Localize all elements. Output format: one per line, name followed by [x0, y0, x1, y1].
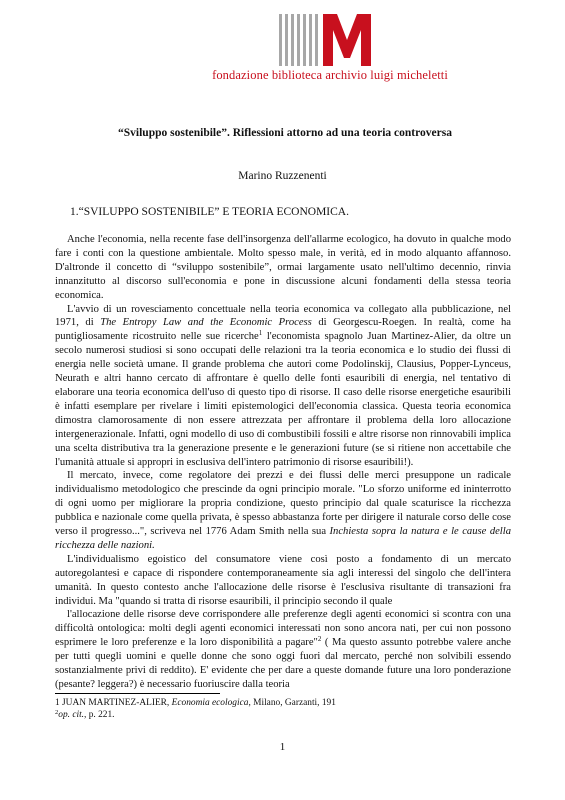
text-run: di Georgescu-Roegen. In realtà, come ha puntigliosamente ricostruito nelle sue ricerche [55, 317, 511, 343]
page-number: 1 [279, 741, 286, 753]
text-run: ( Ma questo assunto potrebbe valere anche per tutti quegli uomini e quelle donne che sono oggi fuori dal mercato, perché non solvibili essendo sostanzialmente privi di reddito). E' evidente che per dare a queste domande future una loro ponderazione (pesante? leggera?) è necessario fuoriuscire dalla teoria [55, 637, 511, 690]
footnote-op-cit: op. cit. [58, 710, 85, 720]
text-run: L'avvio di un rovesciamento concettuale nella teoria economica va collegato alla pubblicazione, nel 1971, di [55, 303, 511, 329]
footnote-text: , p. 221. [84, 710, 115, 720]
text-run: l'economista spagnolo Juan Martinez-Alier, da oltre un secolo numerosi studiosi si sono occupati delle relazioni tra la teoria economica e lo studio dei flussi di energia nelle società umane. Il grande problema che autori come Podolinskij, Clausius, Popper-Lynceus, Neurath e altri hanno cercato di affrontare è quello delle fonti esauribili di energia, nel tentativo di elaborare una teoria economica dell'uso di questo tipo di risorse. Il caso delle risorse energetiche esauribili è infatti esemplare per rivelare i limiti epistemologici dell'economia classica. Questa teoria economica dimostra clamorosamente di non essere attrezzata per affrontare il problema della loro allocazione intergenerazionale. Infatti, ogni modello di uso di combustibili fossili e altre risorse non rinnovabili implica una scelta distributiva tra la generazione presente e le generazioni future (se si ritiene non accettabile che l'umanità attuale si appropri in esclusiva dell'intero patrimonio di risorse esauribili!). [55, 331, 512, 468]
section-heading: 1.“SVILUPPO SOSTENIBILE” E TEORIA ECONOMICA. [70, 206, 349, 218]
paragraph: Anche l'economia, nella recente fase dell'insorgenza dell'allarme ecologico, ha dovuto in qualche modo fare i conti con la questione ambientale. Molto spesso male, in verità, ed in modo alquanto affannoso. D'altronde il concetto di “sviluppo sostenibile”, ormai largamente usato nell'ultimo decennio, rinvia innanzitutto al discorso sull'economia e pone in discussione alcuni fondamenti della stessa teoria economica. [55, 234, 511, 301]
footnote-number: 2 [55, 709, 59, 716]
micheletti-m-logo-icon [279, 14, 375, 66]
footnote-ref: 2 [317, 635, 322, 644]
author-name: Marino Ruzzenenti [238, 170, 327, 182]
footnote-2 [55, 709, 511, 721]
footnote-ref: 1 [258, 329, 263, 338]
footnote-divider [55, 693, 220, 694]
foundation-logo [0, 14, 565, 99]
logo-text: fondazione biblioteca archivio luigi micheletti [212, 68, 448, 82]
body-text [55, 233, 511, 692]
paragraph [55, 608, 511, 691]
footnote-author: JUAN MARTINEZ-ALIER, [59, 698, 172, 708]
text-run: Il mercato, invece, come regolatore dei prezzi e dei flussi delle merci presuppone un radicale individualismo metodologico che prescinde da ogni principio morale. "Lo sforzo uniforme ed ininterrotto di ogni uomo per migliorare la propria condizione, questo principio dal quale scaturisce la ricchezza pubblica e nazionale come quella privata, è spesso abbastanza forte per dirigere il naturale corso delle cose verso il progresso...", scriveva nel 1776 Adam Smith nella sua [55, 470, 511, 538]
footnotes [55, 697, 511, 721]
text-run: l'allocazione delle risorse deve corrispondere alle preferenze degli agenti economici si scontra con una difficoltà ontologica: molti degli agenti economici interessati non sono ancora nati, per cui non possono esprimere le loro preferenze e la loro disponibilità a pagare" [55, 609, 511, 649]
footnote-1 [55, 697, 511, 709]
document-title: “Sviluppo sostenibile”. Riflessioni attorno ad una teoria controversa [118, 127, 452, 139]
paragraph: L'individualismo egoistico del consumatore viene così posto a fondamento di un mercato autoregolantesi e capace di rispondere contemporaneamente sia agli interessi del singolo che dell'intera umanità. In questo contesto anche l'allocazione delle risorse è l'esclusiva risultante di transazioni fra individui. Ma "quando si tratta di risorse esauribili, il principio secondo il quale [55, 553, 511, 607]
footnote-number: 1 [55, 698, 60, 708]
paragraph [55, 469, 511, 552]
book-title: Inchiesta sopra la natura e le cause della ricchezza delle nazioni. [55, 526, 511, 551]
paragraph [55, 303, 511, 470]
footnote-book-title: Economia ecologica [171, 698, 249, 708]
footnote-text: , Milano, Garzanti, 191 [248, 698, 336, 708]
book-title: The Entropy Law and the Economic Process [100, 317, 312, 329]
